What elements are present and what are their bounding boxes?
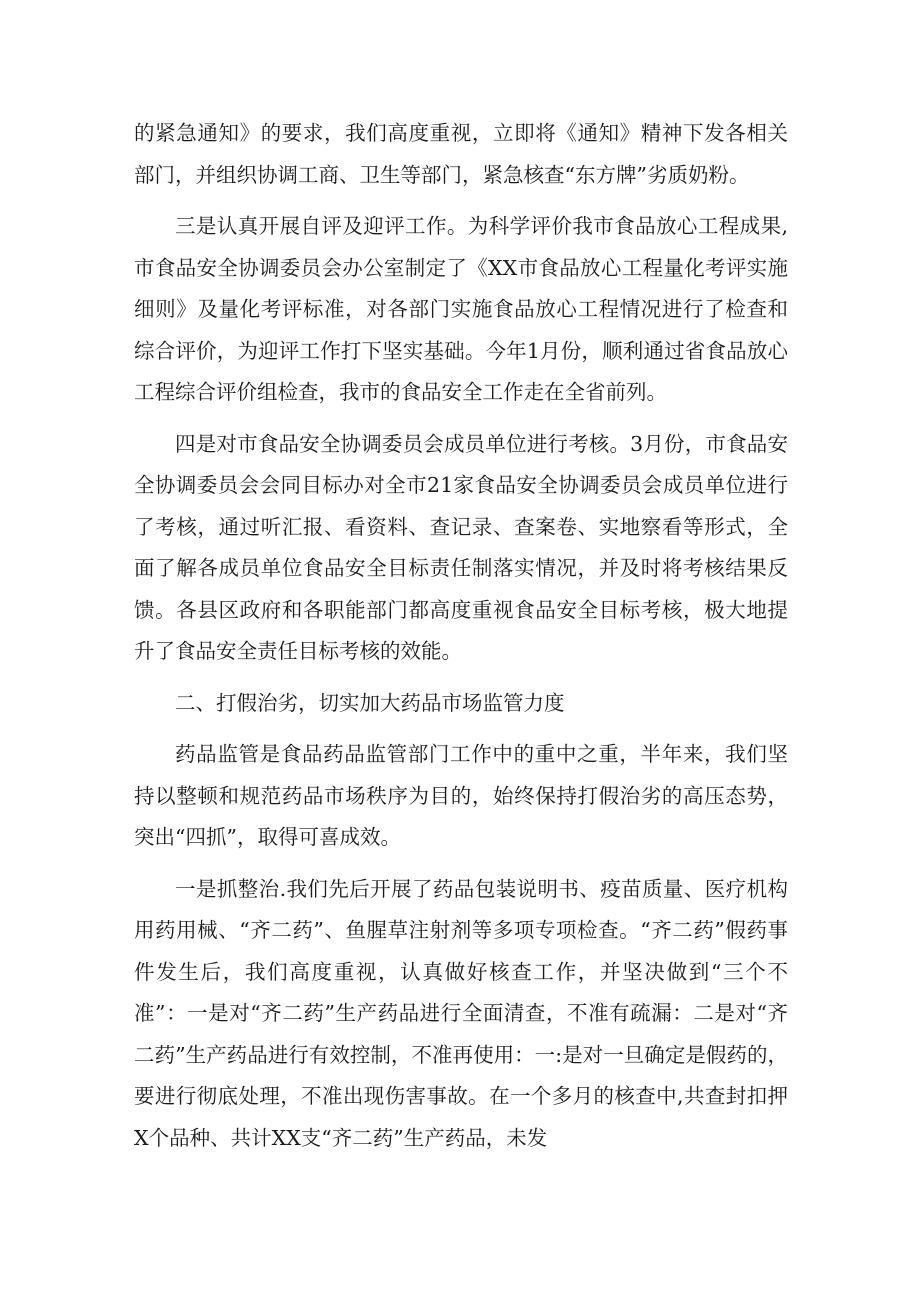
paragraph-drug-supervision: 药品监管是食品药品监管部门工作中的重中之重，半年来，我们坚持以整顿和规范药品市场秩序为目的，始终保持打假治劣的高压态势，突出“四抓”，取得可喜成效。 bbox=[134, 742, 788, 849]
section-heading: 二、打假治劣，切实加大药品市场监管力度 bbox=[175, 690, 565, 715]
paragraph-rectification: 一是抓整治.我们先后开展了药品包装说明书、疫苗质量、医疗机构用药用械、“齐二药”、鱼腥草注射剂等多项专项检查。“齐二药”假药事件发生后，我们高度重视，认真做好核查工作，并坚决做到“三个不准”：一是对“齐二药”生产药品进行全面清查，不准有疏漏：二是对“齐二药”生产药品进行有效控制，不准再使用：一:是对一旦确定是假药的，要进行彻底处理，不准出现伤害事故。在一个多月的核查中,共查封扣押X个品种、共计XX支“齐二药”生产药品，未发 bbox=[134, 876, 788, 1150]
paragraph-member-assessment: 四是对市食品安全协调委员会成员单位进行考核。3月份，市食品安全协调委员会会同目标办对全市21家食品安全协调委员会成员单位进行了考核，通过听汇报、看资料、查记录、查案卷、实地察看等形式，全面了解各成员单位食品安全目标责任制落实情况，并及时将考核结果反馈。各县区政府和各职能部门都高度重视食品安全目标考核，极大地提升了食品安全责任目标考核的效能。 bbox=[134, 431, 788, 663]
paragraph-continuation: 的紧急通知》的要求，我们高度重视，立即将《通知》精神下发各相关部门，并组织协调工商、卫生等部门，紧急核查“东方牌”劣质奶粉。 bbox=[134, 121, 788, 187]
paragraph-self-evaluation: 三是认真开展自评及迎评工作。为科学评价我市食品放心工程成果,市食品安全协调委员会办公室制定了《XX市食品放心工程量化考评实施细则》及量化考评标准，对各部门实施食品放心工程情况进行了检查和综合评价，为迎评工作打下坚实基础。今年1月份，顺利通过省食品放心工程综合评价组检查，我市的食品安全工作走在全省前列。 bbox=[134, 214, 788, 404]
document-body bbox=[134, 113, 788, 1159]
